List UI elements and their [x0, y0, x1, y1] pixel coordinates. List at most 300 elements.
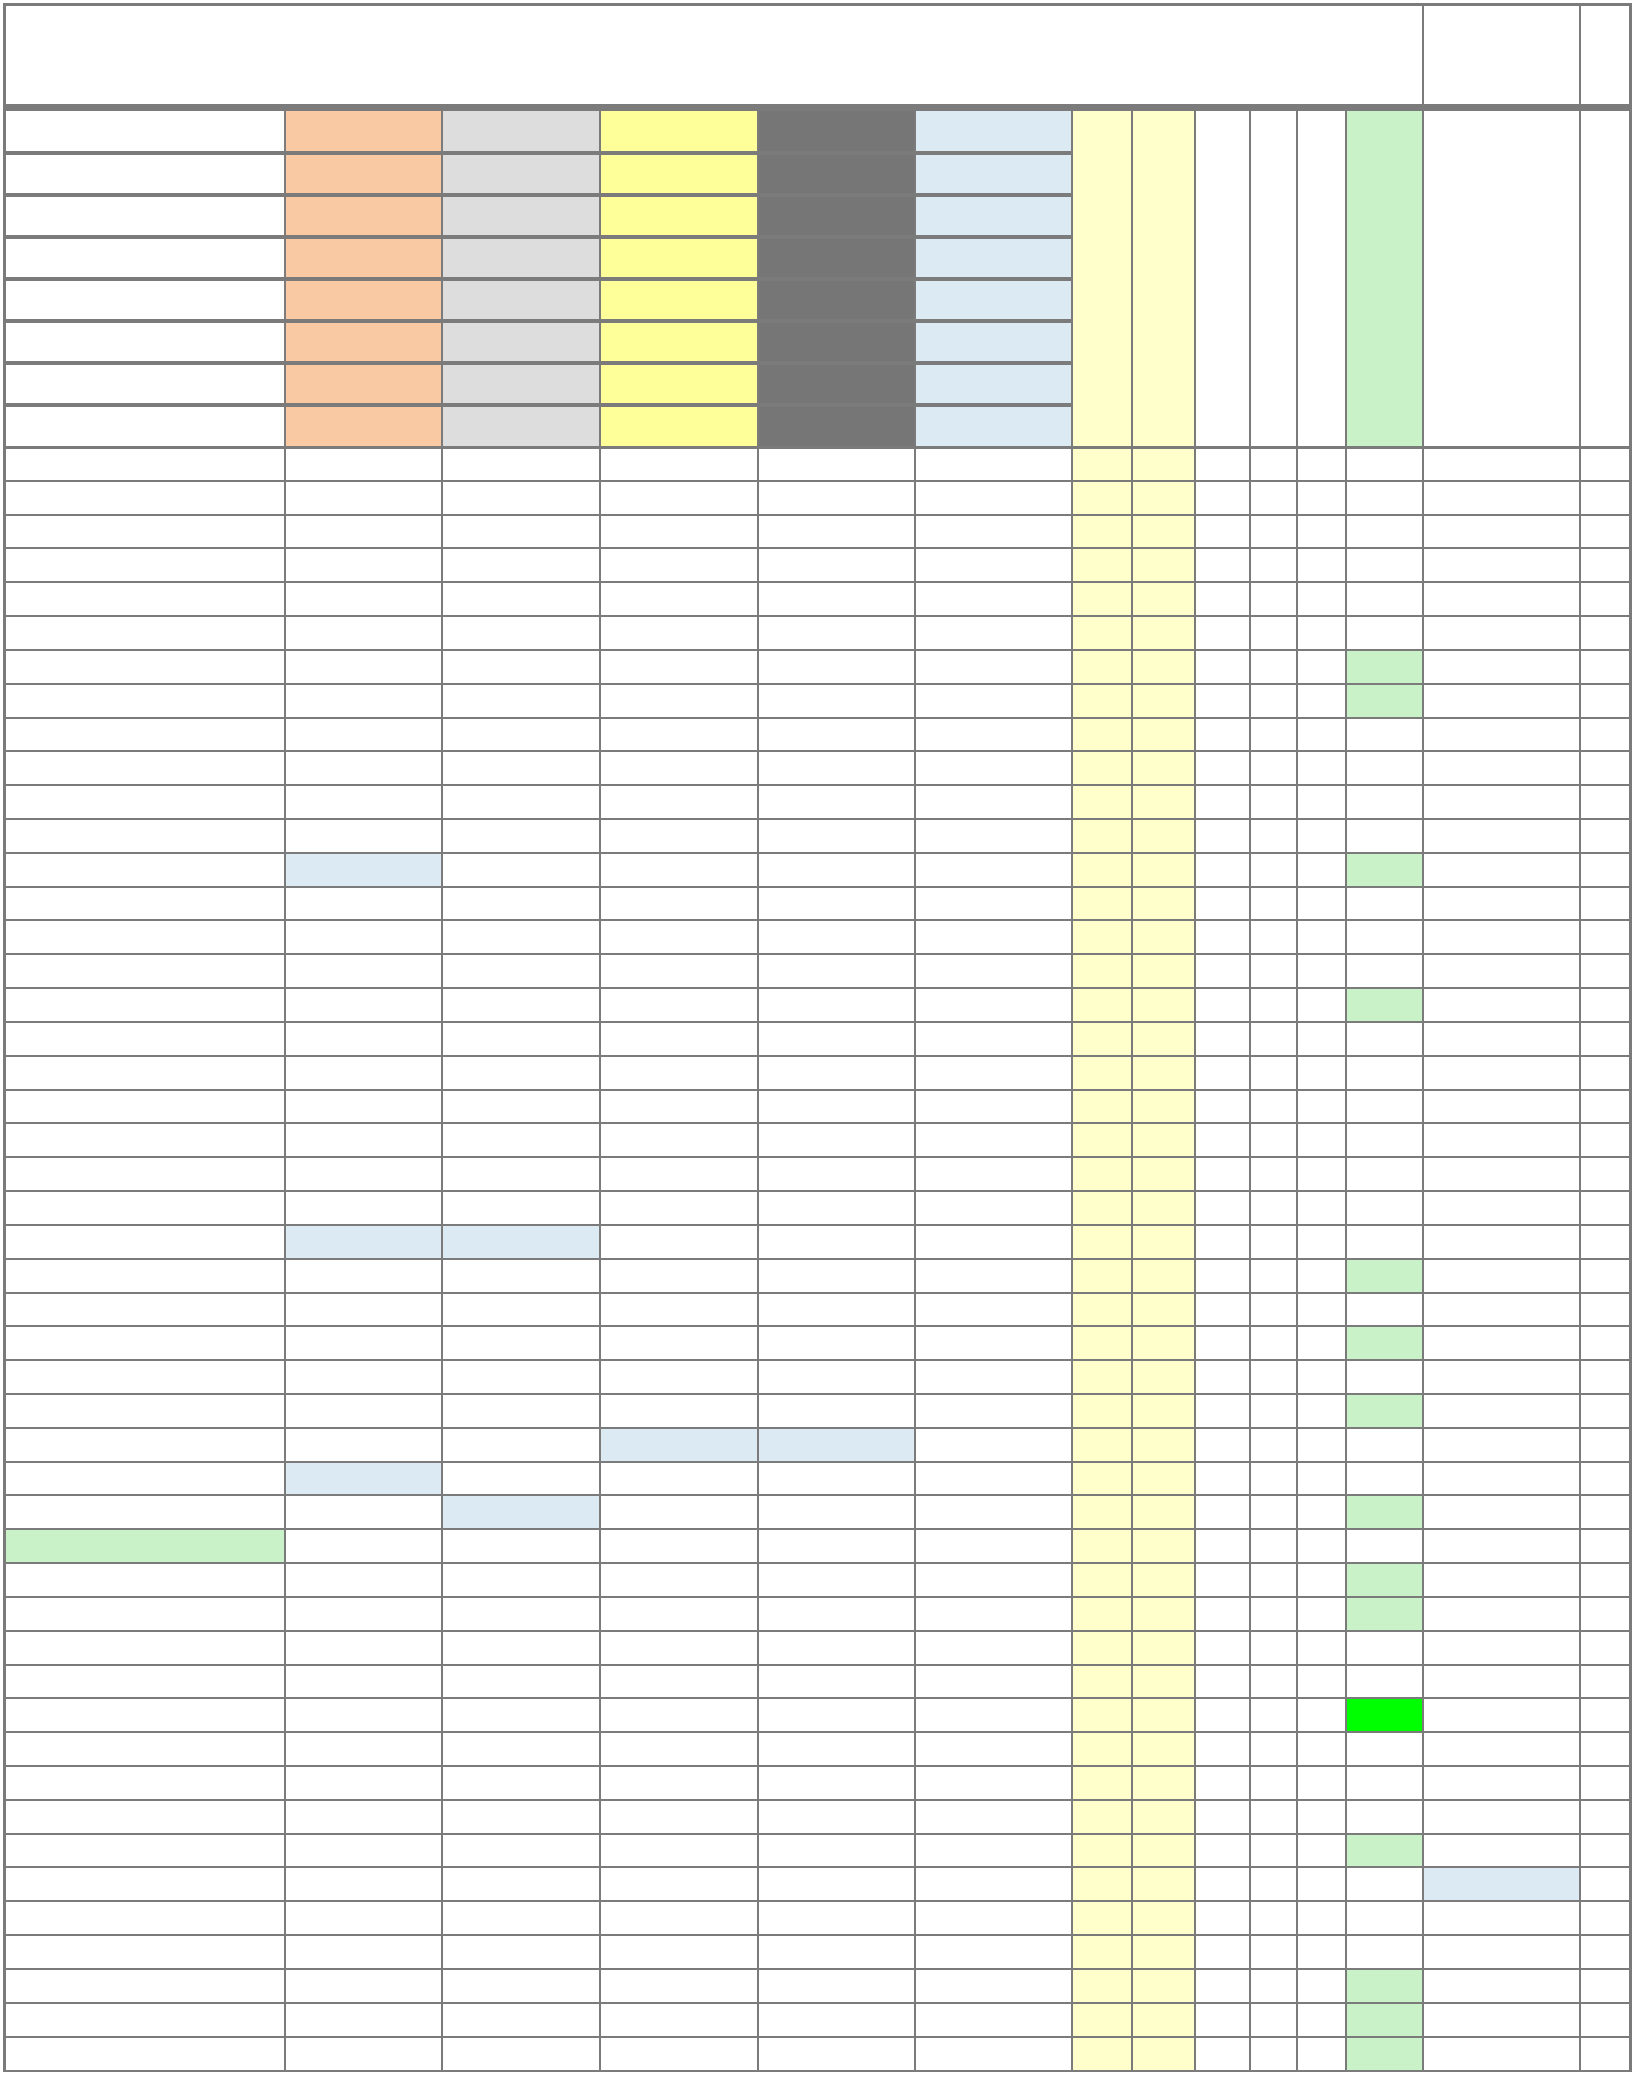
player-name: [6, 819, 285, 853]
player-y: [1195, 1090, 1250, 1123]
player-y: [1195, 1495, 1250, 1529]
player-w: [1297, 1631, 1346, 1665]
legend-value: [600, 153, 758, 195]
player-y: [1195, 1665, 1250, 1698]
player-h: [442, 785, 600, 819]
player-pl: [758, 2003, 915, 2037]
grid-line: [6, 2002, 1629, 2004]
player-bd: [1423, 1360, 1580, 1394]
player-bn: [1580, 1631, 1629, 1665]
legend-value: [442, 321, 600, 363]
legend-value: [600, 237, 758, 279]
player-y: [1195, 1056, 1250, 1090]
player-pl: [758, 1293, 915, 1326]
player-y: [1195, 1394, 1250, 1428]
player-h: [442, 2037, 600, 2070]
player-r: [1072, 1698, 1132, 1732]
player-u: [1346, 1665, 1423, 1698]
player-r: [1072, 616, 1132, 650]
player-m: [1132, 1800, 1195, 1834]
player-k: [600, 988, 758, 1022]
player-m: [1132, 1394, 1195, 1428]
grid-line: [6, 784, 1629, 786]
player-p: [285, 1259, 442, 1293]
player-pl: [758, 1123, 915, 1157]
player-h: [442, 1529, 600, 1563]
player-m: [1132, 1090, 1195, 1123]
player-bn: [1580, 1394, 1629, 1428]
player-m: [1132, 1665, 1195, 1698]
player-k: [600, 1090, 758, 1123]
player-e: [1250, 1056, 1297, 1090]
player-w: [1297, 1462, 1346, 1495]
player-bd: [1423, 1326, 1580, 1360]
player-bn: [1580, 1867, 1629, 1901]
player-bn: [1580, 920, 1629, 954]
player-bn: [1580, 988, 1629, 1022]
player-h: [442, 1698, 600, 1732]
player-u: [1346, 1090, 1423, 1123]
player-k: [600, 1563, 758, 1597]
legend-value: [600, 363, 758, 405]
player-name: [6, 887, 285, 920]
player-m: [1132, 1022, 1195, 1056]
player-r: [1072, 853, 1132, 887]
player-h: [442, 1225, 600, 1259]
player-m: [1132, 515, 1195, 548]
player-e: [1250, 1022, 1297, 1056]
player-bn: [1580, 1834, 1629, 1867]
grid-line: [6, 1461, 1629, 1463]
player-pl: [758, 1462, 915, 1495]
player-e: [1250, 853, 1297, 887]
player-r: [1072, 1563, 1132, 1597]
player-r: [1072, 515, 1132, 548]
player-bd: [1423, 920, 1580, 954]
player-h: [442, 1259, 600, 1293]
grid-line: [6, 1934, 1629, 1936]
player-e: [1250, 1157, 1297, 1191]
player-h: [442, 1394, 600, 1428]
player-e: [1250, 819, 1297, 853]
player-r: [1072, 1293, 1132, 1326]
player-name: [6, 684, 285, 718]
player-w: [1297, 1191, 1346, 1225]
grid-line: [6, 235, 1072, 239]
player-name: [6, 1428, 285, 1462]
player-pl: [758, 1428, 915, 1462]
player-bn: [1580, 853, 1629, 887]
player-pl: [758, 2037, 915, 2070]
player-y: [1195, 988, 1250, 1022]
player-t: [915, 515, 1072, 548]
player-pl: [758, 1665, 915, 1698]
player-y: [1195, 1867, 1250, 1901]
player-name: [6, 1834, 285, 1867]
player-bd: [1423, 1056, 1580, 1090]
player-pl: [758, 447, 915, 481]
player-r: [1072, 887, 1132, 920]
player-bd: [1423, 1293, 1580, 1326]
player-e: [1250, 1698, 1297, 1732]
player-k: [600, 1259, 758, 1293]
player-e: [1250, 2037, 1297, 2070]
player-w: [1297, 684, 1346, 718]
column-header-level: [600, 405, 758, 447]
player-bn: [1580, 548, 1629, 582]
player-name: [6, 1090, 285, 1123]
player-name: [6, 1732, 285, 1766]
player-y: [1195, 1563, 1250, 1597]
player-m: [1132, 920, 1195, 954]
player-w: [1297, 548, 1346, 582]
grid-line: [6, 683, 1629, 685]
column-header-badge-owners: [1423, 111, 1580, 447]
player-t: [915, 1969, 1072, 2003]
grid-line: [6, 1664, 1629, 1666]
player-y: [1195, 1462, 1250, 1495]
player-w: [1297, 1056, 1346, 1090]
player-name: [6, 988, 285, 1022]
player-y: [1195, 2037, 1250, 2070]
legend-value: [758, 195, 915, 237]
grid-line: [6, 1359, 1629, 1361]
player-t: [915, 1732, 1072, 1766]
player-name: [6, 1665, 285, 1698]
player-y: [1195, 1326, 1250, 1360]
player-m: [1132, 853, 1195, 887]
player-m: [1132, 650, 1195, 684]
player-u: [1346, 515, 1423, 548]
player-h: [442, 1022, 600, 1056]
player-m: [1132, 1834, 1195, 1867]
player-p: [285, 718, 442, 751]
player-p: [285, 1732, 442, 1766]
player-pl: [758, 650, 915, 684]
grid-line: [6, 1968, 1629, 1970]
player-e: [1250, 582, 1297, 616]
player-bn: [1580, 1597, 1629, 1631]
player-h: [442, 1867, 600, 1901]
player-pl: [758, 1495, 915, 1529]
player-bn: [1580, 1766, 1629, 1800]
border-bottom: [3, 2070, 1632, 2072]
player-k: [600, 1631, 758, 1665]
player-bd: [1423, 1901, 1580, 1935]
player-w: [1297, 1293, 1346, 1326]
column-header-badge-number: [1580, 111, 1629, 447]
player-h: [442, 1495, 600, 1529]
player-h: [442, 1766, 600, 1800]
player-r: [1072, 650, 1132, 684]
player-m: [1132, 954, 1195, 988]
player-p: [285, 1834, 442, 1867]
player-y: [1195, 616, 1250, 650]
legend-header-level: [758, 111, 915, 153]
player-bd: [1423, 1867, 1580, 1901]
player-bn: [1580, 887, 1629, 920]
player-u: [1346, 718, 1423, 751]
grid-line: [6, 446, 1629, 449]
player-pl: [758, 718, 915, 751]
player-name: [6, 1529, 285, 1563]
player-t: [915, 1834, 1072, 1867]
player-h: [442, 1732, 600, 1766]
player-e: [1250, 1800, 1297, 1834]
player-t: [915, 582, 1072, 616]
player-h: [442, 515, 600, 548]
player-r: [1072, 1529, 1132, 1563]
player-name: [6, 1766, 285, 1800]
player-bd: [1423, 785, 1580, 819]
legend-value: [285, 321, 442, 363]
player-y: [1195, 1834, 1250, 1867]
grid-line: [6, 480, 1629, 482]
player-name: [6, 954, 285, 988]
player-e: [1250, 1834, 1297, 1867]
player-u: [1346, 582, 1423, 616]
player-bn: [1580, 718, 1629, 751]
player-e: [1250, 1360, 1297, 1394]
player-u: [1346, 1495, 1423, 1529]
player-p: [285, 785, 442, 819]
player-y: [1195, 447, 1250, 481]
player-m: [1132, 785, 1195, 819]
player-y: [1195, 1698, 1250, 1732]
player-r: [1072, 1766, 1132, 1800]
player-p: [285, 548, 442, 582]
player-h: [442, 481, 600, 515]
player-h: [442, 1191, 600, 1225]
player-u: [1346, 1631, 1423, 1665]
grid-line: [1422, 3, 1424, 114]
player-w: [1297, 1259, 1346, 1293]
player-name: [6, 1293, 285, 1326]
player-r: [1072, 582, 1132, 616]
player-h: [442, 1428, 600, 1462]
player-k: [600, 2003, 758, 2037]
player-r: [1072, 1326, 1132, 1360]
player-y: [1195, 785, 1250, 819]
player-name: [6, 1867, 285, 1901]
player-m: [1132, 2003, 1195, 2037]
player-u: [1346, 1732, 1423, 1766]
player-y: [1195, 1766, 1250, 1800]
grid-line: [6, 852, 1629, 854]
player-y: [1195, 1732, 1250, 1766]
player-bn: [1580, 1326, 1629, 1360]
grid-line: [6, 615, 1629, 617]
player-p: [285, 616, 442, 650]
player-u: [1346, 1563, 1423, 1597]
player-w: [1297, 1698, 1346, 1732]
player-t: [915, 887, 1072, 920]
player-y: [1195, 920, 1250, 954]
player-w: [1297, 1834, 1346, 1867]
player-m: [1132, 1225, 1195, 1259]
grid-line: [6, 361, 1072, 365]
player-bd: [1423, 1935, 1580, 1969]
player-m: [1132, 1123, 1195, 1157]
player-r: [1072, 785, 1132, 819]
player-u: [1346, 616, 1423, 650]
player-k: [600, 1191, 758, 1225]
column-header-level: [915, 405, 1072, 447]
player-t: [915, 1766, 1072, 1800]
player-bd: [1423, 988, 1580, 1022]
player-y: [1195, 1022, 1250, 1056]
player-w: [1297, 887, 1346, 920]
player-m: [1132, 684, 1195, 718]
column-header-name: [6, 405, 285, 447]
player-bd: [1423, 1665, 1580, 1698]
player-e: [1250, 481, 1297, 515]
player-y: [1195, 1631, 1250, 1665]
player-u: [1346, 447, 1423, 481]
player-e: [1250, 1326, 1297, 1360]
player-e: [1250, 1631, 1297, 1665]
player-t: [915, 1597, 1072, 1631]
player-bn: [1580, 684, 1629, 718]
player-pl: [758, 920, 915, 954]
player-k: [600, 650, 758, 684]
player-k: [600, 1326, 758, 1360]
player-p: [285, 751, 442, 785]
player-bd: [1423, 1191, 1580, 1225]
player-r: [1072, 1056, 1132, 1090]
player-bd: [1423, 582, 1580, 616]
player-name: [6, 650, 285, 684]
player-e: [1250, 684, 1297, 718]
legend-value: [758, 363, 915, 405]
player-bd: [1423, 954, 1580, 988]
player-p: [285, 1022, 442, 1056]
player-p: [285, 1867, 442, 1901]
player-h: [442, 1631, 600, 1665]
player-t: [915, 785, 1072, 819]
player-bn: [1580, 751, 1629, 785]
legend-value: [915, 195, 1072, 237]
legend-value: [600, 195, 758, 237]
player-w: [1297, 1394, 1346, 1428]
player-w: [1297, 1867, 1346, 1901]
player-w: [1297, 1969, 1346, 2003]
player-name: [6, 1191, 285, 1225]
player-u: [1346, 1225, 1423, 1259]
player-bd: [1423, 1022, 1580, 1056]
player-bd: [1423, 1462, 1580, 1495]
player-k: [600, 1293, 758, 1326]
border-top: [3, 3, 1632, 6]
player-bd: [1423, 1563, 1580, 1597]
player-u: [1346, 2037, 1423, 2070]
player-t: [915, 920, 1072, 954]
player-h: [442, 1901, 600, 1935]
player-bd: [1423, 1259, 1580, 1293]
page-title: [6, 6, 1580, 104]
player-p: [285, 1225, 442, 1259]
player-p: [285, 1766, 442, 1800]
player-bn: [1580, 1901, 1629, 1935]
player-pl: [758, 1631, 915, 1665]
player-u: [1346, 1394, 1423, 1428]
player-w: [1297, 819, 1346, 853]
player-k: [600, 1394, 758, 1428]
player-p: [285, 1631, 442, 1665]
player-p: [285, 684, 442, 718]
legend-row-label: [6, 279, 285, 321]
player-k: [600, 1597, 758, 1631]
column-header-level: [758, 405, 915, 447]
player-bn: [1580, 1969, 1629, 2003]
border-left: [3, 3, 6, 2072]
player-m: [1132, 1563, 1195, 1597]
player-p: [285, 1056, 442, 1090]
player-pl: [758, 1901, 915, 1935]
player-e: [1250, 1901, 1297, 1935]
player-m: [1132, 1698, 1195, 1732]
player-w: [1297, 481, 1346, 515]
player-m: [1132, 1901, 1195, 1935]
grid-line: [6, 953, 1629, 955]
player-name: [6, 548, 285, 582]
player-w: [1297, 1935, 1346, 1969]
player-pl: [758, 481, 915, 515]
player-t: [915, 1495, 1072, 1529]
grid-line: [6, 1190, 1629, 1192]
player-name: [6, 1935, 285, 1969]
player-m: [1132, 1326, 1195, 1360]
player-w: [1297, 1665, 1346, 1698]
player-pl: [758, 1800, 915, 1834]
player-k: [600, 1901, 758, 1935]
player-r: [1072, 1901, 1132, 1935]
player-name: [6, 1563, 285, 1597]
player-y: [1195, 1259, 1250, 1293]
player-y: [1195, 751, 1250, 785]
player-u: [1346, 1191, 1423, 1225]
player-pl: [758, 1360, 915, 1394]
player-w: [1297, 447, 1346, 481]
player-bd: [1423, 515, 1580, 548]
player-h: [442, 954, 600, 988]
player-bd: [1423, 1597, 1580, 1631]
player-pl: [758, 1529, 915, 1563]
player-p: [285, 1428, 442, 1462]
player-name: [6, 1326, 285, 1360]
player-w: [1297, 1732, 1346, 1766]
player-name: [6, 718, 285, 751]
player-e: [1250, 751, 1297, 785]
player-name: [6, 1495, 285, 1529]
player-p: [285, 1800, 442, 1834]
player-k: [600, 1732, 758, 1766]
legend-value: [600, 321, 758, 363]
player-h: [442, 1665, 600, 1698]
player-t: [915, 1867, 1072, 1901]
player-bn: [1580, 1360, 1629, 1394]
column-header-years: [1195, 111, 1250, 447]
player-k: [600, 1698, 758, 1732]
player-m: [1132, 1056, 1195, 1090]
player-u: [1346, 1123, 1423, 1157]
player-y: [1195, 1935, 1250, 1969]
player-e: [1250, 988, 1297, 1022]
player-m: [1132, 481, 1195, 515]
player-p: [285, 1090, 442, 1123]
player-t: [915, 2037, 1072, 2070]
player-bn: [1580, 1800, 1629, 1834]
